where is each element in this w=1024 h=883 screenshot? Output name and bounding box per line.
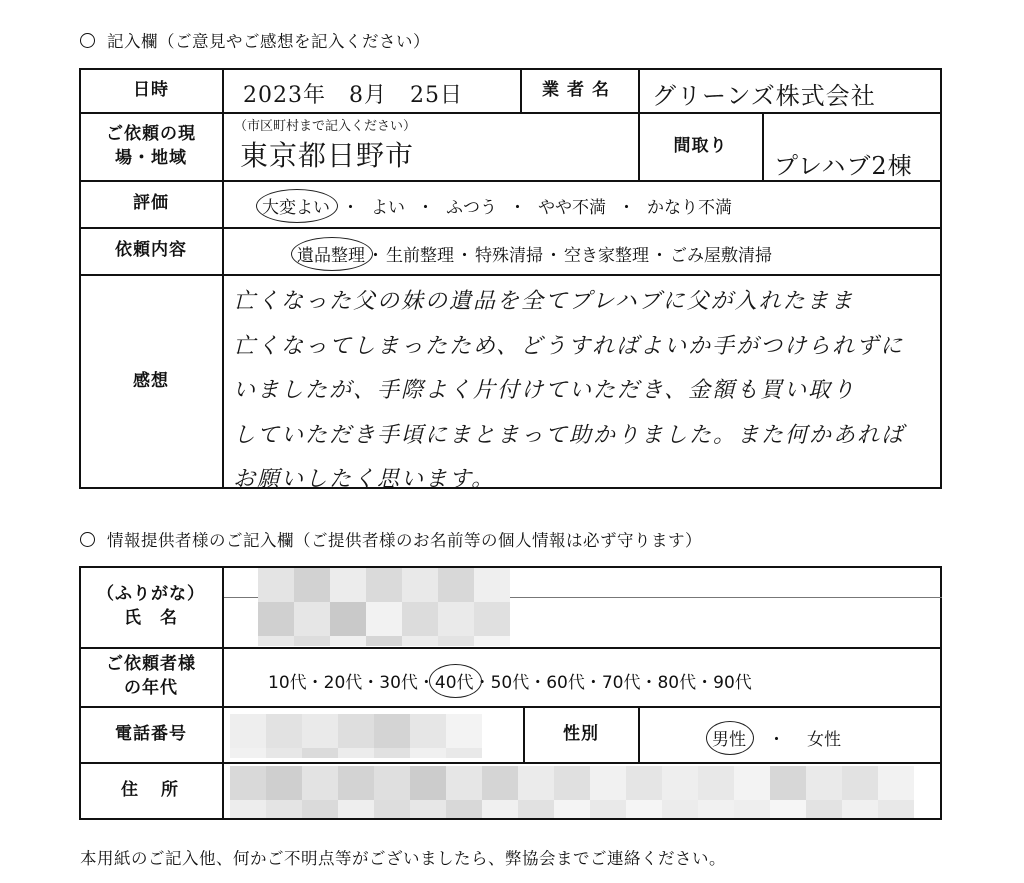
- age-option[interactable]: 50代: [490, 673, 530, 693]
- request-option-garbage-house[interactable]: ごみ屋敷清掃: [670, 246, 772, 266]
- request-label: 依頼内容: [115, 240, 187, 261]
- age-options: 10代・20代・30代・40代・50代・60代・70代・80代・90代: [268, 668, 752, 693]
- age-option[interactable]: 70代: [601, 673, 641, 693]
- name-kana-label: （ふりがな）: [97, 584, 205, 605]
- age-option[interactable]: 80代: [657, 673, 697, 693]
- impression-line: 亡くなってしまったため、どうすればよいか手がつけられずに: [233, 333, 905, 359]
- rating-option-very-good[interactable]: 大変よい: [262, 193, 330, 218]
- request-option-vacant-house[interactable]: 空き家整理: [564, 246, 649, 266]
- site-label: ご依頼の現場・地域: [106, 123, 196, 168]
- age-option-selected[interactable]: 40代: [435, 668, 474, 693]
- age-option[interactable]: 90代: [713, 673, 752, 693]
- gender-options: 男性 ・ 女性: [712, 725, 841, 750]
- request-options: 遺品整理 ・ 生前整理 ・ 特殊清掃 ・ 空き家整理 ・ ごみ屋敷清掃: [297, 241, 772, 266]
- age-option[interactable]: 30代: [379, 673, 418, 693]
- company-label: 業者名: [542, 79, 617, 100]
- age-label: [80, 648, 222, 706]
- section2-title: 情報提供者様のご記入欄（ご提供者様のお名前等の個人情報は必ず守ります）: [80, 527, 702, 551]
- impression-line: いましたが、手際よく片付けていただき、金額も買い取り: [233, 378, 857, 403]
- impression-label: 感想: [133, 370, 169, 391]
- age-option[interactable]: 20代: [323, 673, 363, 693]
- footer-note: 本用紙のご記入他、何かご不明点等がございましたら、弊協会までご連絡ください。: [80, 849, 726, 868]
- site-note: （市区町村まで記入ください）: [234, 119, 417, 134]
- age-label-line2: の年代: [124, 678, 178, 698]
- request-option-pre-death-cleanup[interactable]: 生前整理: [386, 246, 454, 266]
- rating-options: 大変よい ・ よい ・ ふつう ・ やや不満 ・ かなり不満: [262, 193, 732, 218]
- address-label: 住 所: [121, 780, 181, 801]
- impression-text[interactable]: [233, 280, 938, 503]
- site-field[interactable]: 東京都日野市: [240, 139, 415, 172]
- section-bullet-icon: [80, 532, 95, 547]
- section-bullet-icon: [80, 33, 95, 48]
- name-label: [80, 567, 222, 647]
- name-redacted: [258, 568, 510, 646]
- gender-label: 性別: [563, 723, 599, 744]
- company-field[interactable]: グリーンズ株式会社: [652, 82, 876, 110]
- age-option[interactable]: 60代: [546, 673, 585, 693]
- section1-title: 記入欄（ご意見やご感想を記入ください）: [80, 28, 430, 52]
- request-option-special-cleaning[interactable]: 特殊清掃: [475, 246, 543, 266]
- impression-line: していただき手頃にまとまって助かりました。また何かあれば: [233, 422, 906, 448]
- age-label-line1: ご依頼者様: [106, 654, 196, 675]
- phone-redacted: [230, 714, 482, 758]
- gender-option-female[interactable]: 女性: [807, 730, 841, 750]
- rating-option-very-dissatisfied[interactable]: かなり不満: [647, 198, 732, 218]
- rating-option-average[interactable]: ふつう: [446, 198, 497, 218]
- date-label: 日時: [133, 79, 169, 100]
- request-option-estate-cleanup[interactable]: 遺品整理: [297, 241, 365, 266]
- rating-label: 評価: [133, 193, 169, 214]
- gender-option-male[interactable]: 男性: [712, 725, 746, 750]
- address-redacted: [230, 766, 928, 818]
- layout-field[interactable]: プレハブ2棟: [774, 152, 913, 180]
- name-main-label: 氏 名: [124, 608, 178, 628]
- phone-label: 電話番号: [115, 723, 187, 744]
- impression-line: 亡くなった父の妹の遺品を全てプレハブに父が入れたまま: [233, 289, 855, 314]
- rating-option-slightly-dissatisfied[interactable]: やや不満: [538, 198, 606, 218]
- age-option[interactable]: 10代: [268, 673, 307, 693]
- layout-label: 間取り: [673, 135, 728, 156]
- date-field[interactable]: 2023年 8月 25日: [243, 83, 463, 108]
- impression-line: お願いしたく思います。: [233, 467, 496, 492]
- rating-option-good[interactable]: よい: [371, 198, 405, 218]
